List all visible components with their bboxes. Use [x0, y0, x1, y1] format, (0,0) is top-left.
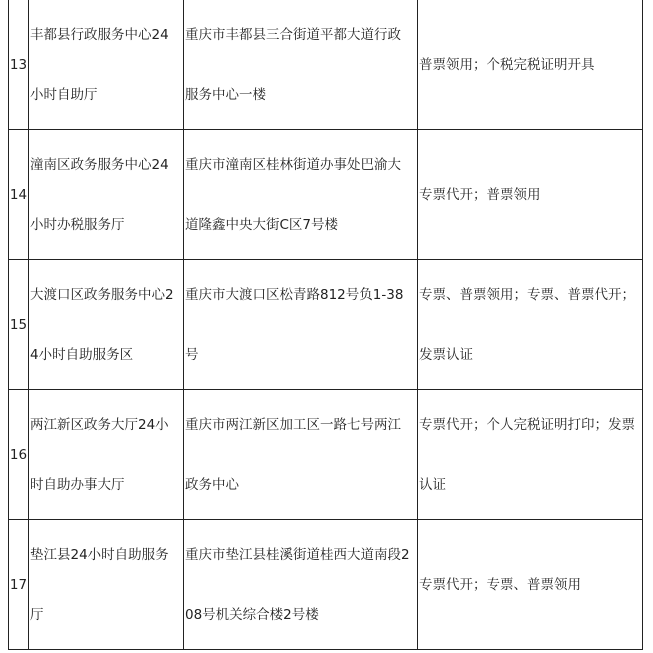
hall-name-line: 大渡口区政务服务中心2 — [30, 286, 174, 303]
address-line: 重庆市垫江县桂溪街道桂西大道南段2 — [185, 546, 410, 563]
table-row — [9, 260, 643, 390]
services-line: 专票、普票领用；专票、普票代开； — [419, 286, 635, 303]
address-cell — [184, 130, 418, 260]
address-line: 08号机关综合楼2号楼 — [185, 606, 319, 623]
address-line: 重庆市潼南区桂林街道办事处巴渝大 — [185, 156, 401, 173]
address-line: 政务中心 — [185, 476, 239, 493]
row-number: 13 — [9, 0, 29, 130]
services-cell — [418, 390, 643, 520]
hall-name-line: 垫江县24小时自助服务 — [30, 546, 169, 563]
hall-name-line: 时自助办事大厅 — [30, 476, 125, 493]
table-row — [9, 390, 643, 520]
address-line: 重庆市大渡口区松青路812号负1-38 — [185, 286, 404, 303]
row-number: 16 — [9, 390, 29, 520]
services-cell — [418, 260, 643, 390]
row-number: 17 — [9, 520, 29, 650]
address-line: 重庆市丰都县三合街道平都大道行政 — [185, 26, 401, 43]
address-cell — [184, 260, 418, 390]
address-cell — [184, 520, 418, 650]
table-row — [9, 520, 643, 650]
hall-name-cell — [29, 390, 184, 520]
hall-name-line: 两江新区政务大厅24小 — [30, 416, 169, 433]
hall-name-cell — [29, 260, 184, 390]
row-number: 14 — [9, 130, 29, 260]
service-hall-table — [8, 0, 643, 650]
address-line: 重庆市两江新区加工区一路七号两江 — [185, 416, 401, 433]
address-cell — [184, 390, 418, 520]
address-line: 号 — [185, 346, 199, 363]
hall-name-line: 4小时自助服务区 — [30, 346, 134, 363]
address-line: 道隆鑫中央大街C区7号楼 — [185, 216, 339, 233]
services-cell — [418, 0, 643, 130]
hall-name-cell — [29, 130, 184, 260]
hall-name-cell — [29, 0, 184, 130]
hall-name-line: 厅 — [30, 606, 44, 623]
services-cell — [418, 130, 643, 260]
row-number: 15 — [9, 260, 29, 390]
table-row — [9, 0, 643, 130]
hall-name-line: 小时办税服务厅 — [30, 216, 125, 233]
hall-name-line: 小时自助厅 — [30, 86, 98, 103]
address-line: 服务中心一楼 — [185, 86, 266, 103]
table-row — [9, 130, 643, 260]
services-line: 发票认证 — [419, 346, 473, 363]
hall-name-cell — [29, 520, 184, 650]
hall-name-line: 丰都县行政服务中心24 — [30, 26, 169, 43]
address-cell — [184, 0, 418, 130]
services-line: 普票领用；个税完税证明开具 — [419, 56, 595, 73]
services-line: 专票代开；专票、普票领用 — [419, 576, 581, 593]
services-line: 认证 — [419, 476, 446, 493]
services-cell — [418, 520, 643, 650]
services-line: 专票代开；普票领用 — [419, 186, 541, 203]
services-line: 专票代开；个人完税证明打印；发票 — [419, 416, 635, 433]
hall-name-line: 潼南区政务服务中心24 — [30, 156, 169, 173]
